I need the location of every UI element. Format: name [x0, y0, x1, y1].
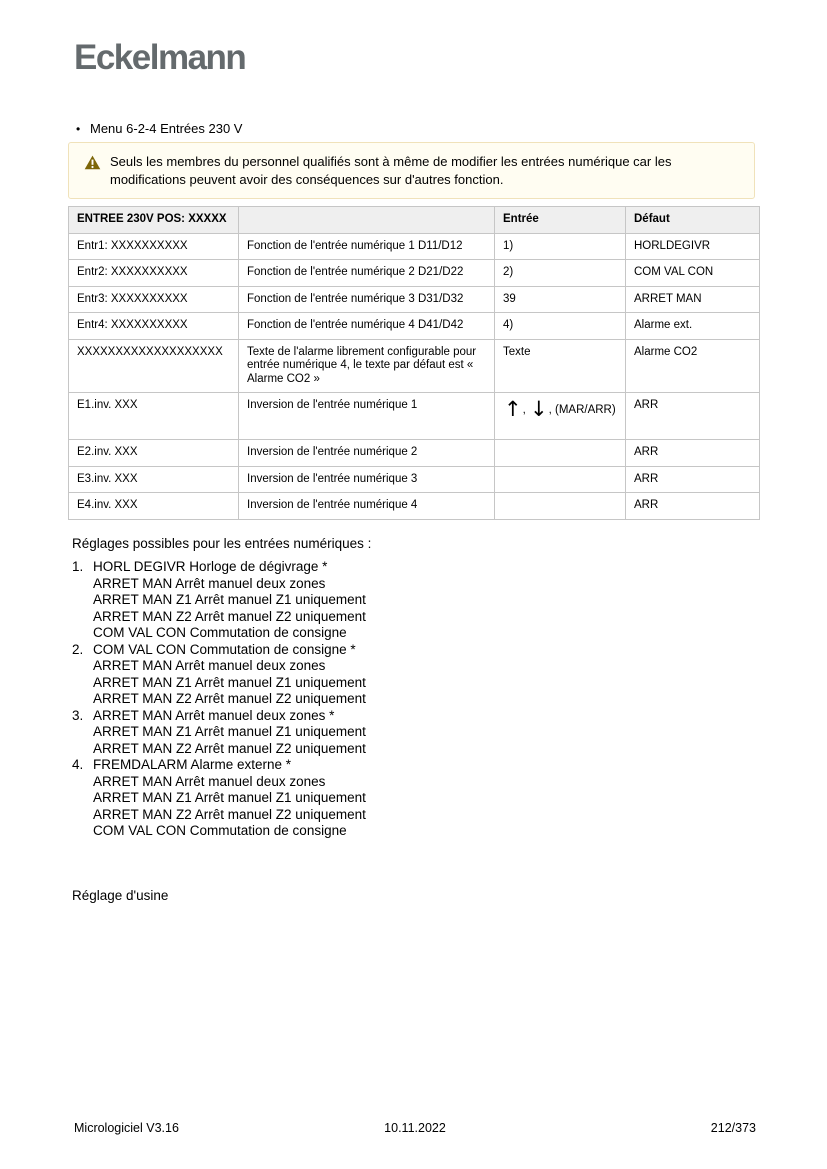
- settings-intro: Réglages possibles pour les entrées numériques :: [72, 536, 372, 551]
- settings-list: [72, 559, 592, 840]
- table-cell: E4.inv. XXX: [69, 493, 239, 520]
- warning-box: [68, 142, 755, 199]
- table-cell: Entr1: XXXXXXXXXX: [69, 233, 239, 260]
- list-item-line: ARRET MAN Z2 Arrêt manuel Z2 uniquement: [93, 806, 366, 822]
- table-row: [69, 339, 760, 393]
- list-item-line: ARRET MAN Arrêt manuel deux zones: [93, 658, 326, 673]
- list-item-number: 4.: [72, 757, 84, 772]
- table-cell: 2): [495, 260, 626, 287]
- list-item: [72, 559, 592, 642]
- table-cell: Entr2: XXXXXXXXXX: [69, 260, 239, 287]
- table-cell: ARR: [626, 466, 760, 493]
- footer-version: Micrologiciel V3.16: [74, 1121, 179, 1135]
- factory-note: Réglage d'usine: [72, 888, 169, 903]
- table-cell: E2.inv. XXX: [69, 440, 239, 467]
- table-cell: E3.inv. XXX: [69, 466, 239, 493]
- list-item-line: FREMDALARM Alarme externe *: [93, 757, 292, 772]
- table-cell: Alarme CO2: [626, 339, 760, 393]
- list-item-lines: [93, 642, 592, 708]
- table-header-row: [69, 207, 760, 234]
- list-item-line: COM VAL CON Commutation de consigne *: [93, 641, 356, 657]
- table-cell: Inversion de l'entrée numérique 2: [239, 440, 495, 467]
- table-cell: Entr3: XXXXXXXXXX: [69, 286, 239, 313]
- table-cell: Fonction de l'entrée numérique 3 D31/D32: [239, 286, 495, 313]
- column-header: [239, 207, 495, 234]
- table-cell: 4): [495, 313, 626, 340]
- list-item-line: HORL DEGIVR Horloge de dégivrage *: [93, 559, 328, 574]
- warning-triangle-icon: [84, 155, 101, 175]
- list-item: [72, 708, 592, 758]
- table-cell: Fonction de l'entrée numérique 4 D41/D42: [239, 313, 495, 340]
- table-cell: [495, 393, 626, 440]
- footer-page-number: 212/373: [710, 1121, 756, 1135]
- table-cell: Texte de l'alarme librement configurable pour entrée numérique 4, le texte par défaut est « Alarme CO2 »: [239, 339, 495, 393]
- eckelmann-logo: Eckelmann: [74, 38, 246, 77]
- arrow-cell-text: ,: [522, 404, 529, 416]
- table-cell: Entr4: XXXXXXXXXX: [69, 313, 239, 340]
- table-cell: Inversion de l'entrée numérique 1: [239, 393, 495, 440]
- table-cell: ARR: [626, 393, 760, 440]
- column-header: Défaut: [626, 207, 760, 234]
- table-body: [69, 233, 760, 519]
- table-row: [69, 466, 760, 493]
- down-arrow-icon: ↓: [530, 397, 548, 421]
- table-row: [69, 313, 760, 340]
- list-item-lines: [93, 708, 592, 758]
- column-header: ENTREE 230V POS: XXXXX: [69, 207, 239, 234]
- table-cell: XXXXXXXXXXXXXXXXXXX: [69, 339, 239, 393]
- table-cell: ARR: [626, 440, 760, 467]
- list-item-line: COM VAL CON Commutation de consigne: [93, 625, 347, 640]
- list-item-line: ARRET MAN Arrêt manuel deux zones: [93, 575, 326, 591]
- table-cell: Fonction de l'entrée numérique 1 D11/D12: [239, 233, 495, 260]
- table-cell: E1.inv. XXX: [69, 393, 239, 440]
- list-item-line: ARRET MAN Z1 Arrêt manuel Z1 uniquement: [93, 592, 366, 607]
- list-item-line: ARRET MAN Z1 Arrêt manuel Z1 uniquement: [93, 790, 366, 805]
- table-head: [69, 207, 760, 234]
- footer-date: 10.11.2022: [384, 1121, 446, 1135]
- table-cell: [495, 440, 626, 467]
- table-cell: HORLDEGIVR: [626, 233, 760, 260]
- table-cell: Inversion de l'entrée numérique 3: [239, 466, 495, 493]
- page-footer: [74, 1121, 756, 1135]
- list-item-line: ARRET MAN Z1 Arrêt manuel Z1 uniquement: [93, 674, 366, 690]
- table-cell: [495, 493, 626, 520]
- table-cell: [495, 466, 626, 493]
- list-item-lines: [93, 757, 592, 840]
- list-item-number: 1.: [72, 559, 84, 574]
- table-row: [69, 440, 760, 467]
- table-cell: 1): [495, 233, 626, 260]
- table-cell: Alarme ext.: [626, 313, 760, 340]
- list-item-line: ARRET MAN Arrêt manuel deux zones *: [93, 707, 335, 723]
- arrow-cell-text: , (MAR/ARR): [548, 404, 616, 416]
- table-row: [69, 393, 760, 440]
- column-header: Entrée: [495, 207, 626, 234]
- list-item: [72, 757, 592, 840]
- table-row: [69, 286, 760, 313]
- table-row: [69, 233, 760, 260]
- warning-text: Seuls les membres du personnel qualifiés sont à même de modifier les entrées numérique car les modifications peuvent avoir des conséquences sur d'autres fonction.: [110, 154, 672, 187]
- table-cell: ARRET MAN: [626, 286, 760, 313]
- list-item-line: ARRET MAN Arrêt manuel deux zones: [93, 773, 326, 789]
- table-row: [69, 260, 760, 287]
- bullet-icon: •: [76, 122, 81, 136]
- list-item-line: ARRET MAN Z2 Arrêt manuel Z2 uniquement: [93, 691, 366, 706]
- list-item-number: 3.: [72, 707, 84, 723]
- table-row: [69, 493, 760, 520]
- menu-bullet-label: Menu 6-2-4 Entrées 230 V: [90, 121, 243, 136]
- list-item-number: 2.: [72, 641, 84, 657]
- table-cell: Fonction de l'entrée numérique 2 D21/D22: [239, 260, 495, 287]
- table-cell: 39: [495, 286, 626, 313]
- entries-table: [68, 206, 760, 520]
- list-item-line: ARRET MAN Z1 Arrêt manuel Z1 uniquement: [93, 724, 366, 739]
- list-item: [72, 642, 592, 708]
- list-item-line: ARRET MAN Z2 Arrêt manuel Z2 uniquement: [93, 740, 366, 756]
- list-item-line: COM VAL CON Commutation de consigne: [93, 823, 347, 838]
- table-cell: Inversion de l'entrée numérique 4: [239, 493, 495, 520]
- list-item-lines: [93, 559, 592, 642]
- list-item-line: ARRET MAN Z2 Arrêt manuel Z2 uniquement: [93, 608, 366, 624]
- menu-bullet-item: [76, 121, 242, 137]
- up-arrow-icon: ↑: [504, 397, 522, 421]
- table-cell: ARR: [626, 493, 760, 520]
- table-cell: Texte: [495, 339, 626, 393]
- table-cell: COM VAL CON: [626, 260, 760, 287]
